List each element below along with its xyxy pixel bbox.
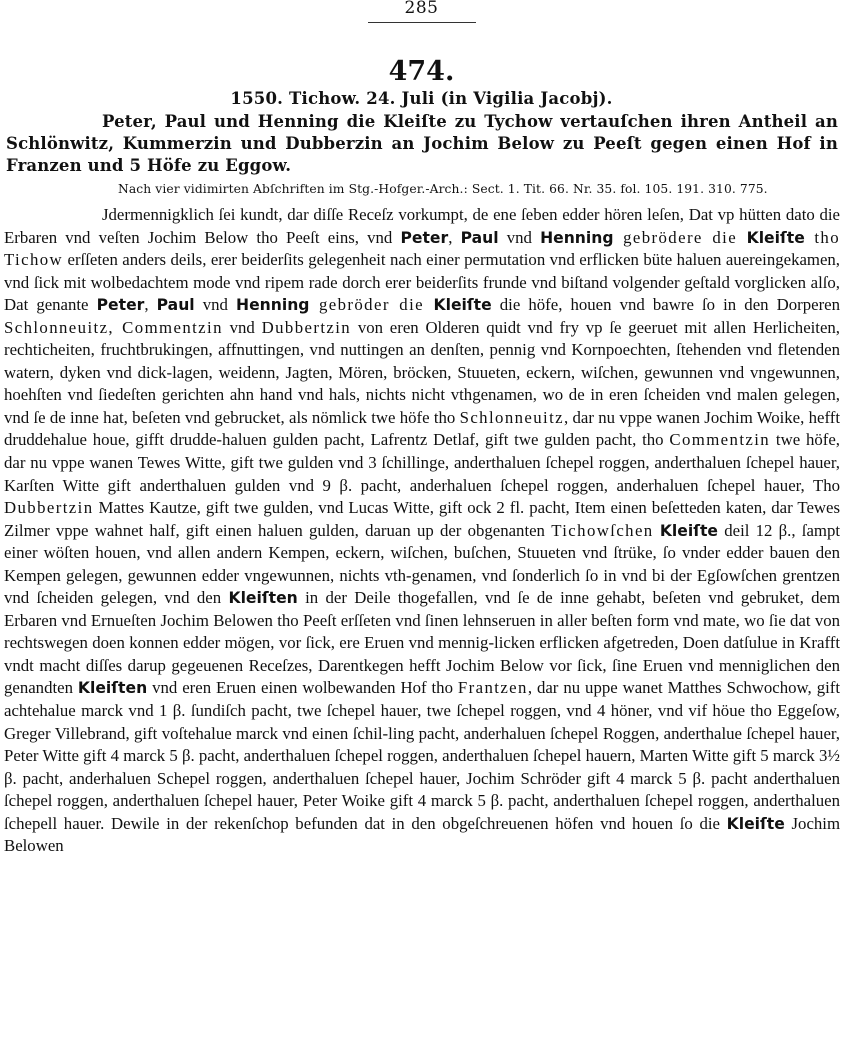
name-henning: Henning [540,228,614,247]
spaced-place: tho Tichow [4,227,841,270]
body-text-segment: erſſeten anders deils, erer beiderſits gelegenheit nach einer permutation vnd erflicken büte haluen auereingekamen, vnd ſick mit wolbedachtem mode vnd ripem rade dorch erer beiderſits frunde vnd biſtand volgender geſtald vorglicken alſo, Dat genante [4,250,840,315]
body-text-segment: Jdermennigklich ſei kundt, dar diſſe Receſz vorkumpt, de ene ſeben edder hören leſen, Dat vp hütten dato die Erbaren vnd veſten Jochim Below tho Peeſt eins, vnd [4,205,840,247]
name-kleiste: Kleiſte [746,228,805,247]
body-text-segment: von eren Olderen quidt vnd fry vp ſe geeruet mit allen Herlicheiten, rechticheiten, fruchtbrukingen, affnuttingen, vnd nuttingen an denſten, pennig vnd Kornpoechten, ſtehenden vnd fletenden watern, dyken vnd dick-lagen, weidenn, Jagten, Mören, bröcken, Stuueten, eckern, wiſchen, gewunnen vnd vngewunnen, hoehſten vnd ſiedeſten gerichten ahn hand vnd hals, nichts nicht vthgenamen, wo de in eren ſcheiden vnd malen gelegen, vnd ſe de inne hat, beſeten vnd gebrucket, als nömlick twe höfe tho [4,317,841,427]
name-henning: Henning [236,296,310,315]
name-paul: Paul [156,296,195,315]
date-line: 1550. Tichow. 24. Juli (in Vigilia Jacobj). [230,89,613,108]
body-text-segment: vnd [498,227,541,247]
document-number: 474. [388,56,455,87]
body-text-segment: deil 12 β., ſampt einer wöſten houen, vnd allen andern Kempen, eckern, wiſchen, buſchen, Stuueten vnd ſtrüke, ſo vnder edder bauen den Kempen gelegen, gewunnen edder vngewunnen, nichts vth-genamen, vnd ſonderlich ſo in vnd bi der Egſowſchen grentzen vnd ſcheiden gelegen, vnd den [4,520,841,608]
spaced-place: Dubbertzin [4,498,94,518]
body-text-segment: , dar nu vppe wanen Jochim Woike, hefft druddehalue houe, gifft drudde-haluen gulden pacht, Lafrentz Detlaf, gift twe gulden pacht, tho [4,407,840,450]
name-kleiste: Kleiſte [433,296,492,315]
name-peter: Peter [96,296,145,315]
spaced-text: gebröder die [309,295,434,315]
document-summary: Peter, Paul und Henning die Kleiſte zu Tychow vertauſchen ihren Antheil an Schlönwitz, Kummerzin und Dubberzin an Jochim Below zu Peeſt gegen einen Hof in Franzen und 5 Höfe zu Eggow. [6,112,838,175]
name-paul: Paul [460,228,499,247]
name-kleisten: Kleiſten [228,589,298,608]
spaced-place: Schlonneuitz, Commentzin [4,317,223,337]
body-text-segment: vnd eren Eruen einen wolbewanden Hof tho [147,678,458,698]
spaced-text: gebrödere die [613,227,747,247]
body-text-segment: in der Deile thogefallen, vnd ſe de inne gehabt, beſeten vnd gebruket, dem Erbaren vnd Ernueſten Jochim Belowen tho Peeſt erſſeten vnd ſinen lehnseruen in aller beſten form vnd mate, wo ſie dat von rechtswegen doen konnen edder mögen, vor ſick, ere Eruen vnd mennig-licken erflicken afgetreden, Doen datſulue in Krafft vndt macht diſſes darup gegeuenen Receſzes, Darentkegen hefft Jochim Below vor ſick, ſine Eruen vnd menniglichen den genandten [4,588,840,698]
document-body [4,204,840,858]
source-note: Nach vier vidimirten Abſchriften im Stg.-Hofger.-Arch.: Sect. 1. Tit. 66. Nr. 35. fol. 105. 191. 310. 775. [118,182,768,196]
body-text-segment: , [448,227,461,247]
body-text-segment: Jochim Belowen [4,813,840,856]
body-text-segment: vnd [222,317,262,337]
spaced-place: Dubbertzin [261,317,352,337]
body-text-segment: vnd [194,295,237,315]
name-kleiste: Kleiſte [726,814,785,833]
page-number: 285 [404,0,439,18]
body-text-segment: twe höfe, dar nu vppe wanen Tewes Witte, gift twe gulden vnd 3 ſchillinge, anderthaluen ſchepel roggen, anderthaluen ſchepel hauer, Karſten Witte gift anderthaluen gulden vnd 9 β. pacht, anderhaluen ſchepel roggen, anderhaluen ſchepel hauer, Tho [4,430,840,495]
body-text-segment: Mattes Kautze, gift twe gulden, vnd Lucas Witte, gift ock 2 fl. pacht, Item einen beſetteden katen, dar Tewes Zilmer vppe wahnet half, gift einen haluen gulden, daruan up der obgenanten [4,498,840,540]
body-text-segment: , [144,295,157,315]
spaced-place: Schlonneuitz [459,407,565,427]
spaced-place: Commentzin [669,430,771,450]
name-kleisten: Kleiſten [77,679,148,698]
body-text-segment: die höfe, houen vnd bawre ſo in den Dorperen [491,295,840,315]
name-kleiste: Kleiſte [659,521,719,540]
header-rule [368,22,476,23]
spaced-place: Tichowſchen [551,520,654,540]
name-peter: Peter [400,228,449,247]
body-text-segment: , dar nu uppe wanet Matthes Schwochow, gift achtehalue marck vnd 1 β. ſundiſch pacht, twe ſchepel hauer, twe ſchepel roggen, vnd 4 höner, vnd vif höue tho Eggeſow, Greger Villebrand, gift voſtehalue marck vnd einen ſchil-ling pacht, anderhaluen ſchepel Roggen, anderthalue ſchepel hauer, Peter Witte gift 4 marck 5 β. pacht, anderthaluen ſchepel roggen, anderthaluen ſchepel hauern, Marten Witte gift 5 marck 3½ β. pacht, anderhaluen Schepel roggen, anderthaluen ſchepel hauer, Jochim Schröder gift 4 marck 5 β. pacht anderthaluen ſchepel roggen, anderthaluen ſchepel hauer, Peter Woike gift 4 marck 5 β. pacht, anderthaluen ſchepel roggen, anderthaluen ſchepell hauer. Dewile in der rekenſchop befunden dat in den obgeſchreuenen höfen vnd houen ſo die [4,678,840,833]
spaced-place: Frantzen [457,678,528,698]
